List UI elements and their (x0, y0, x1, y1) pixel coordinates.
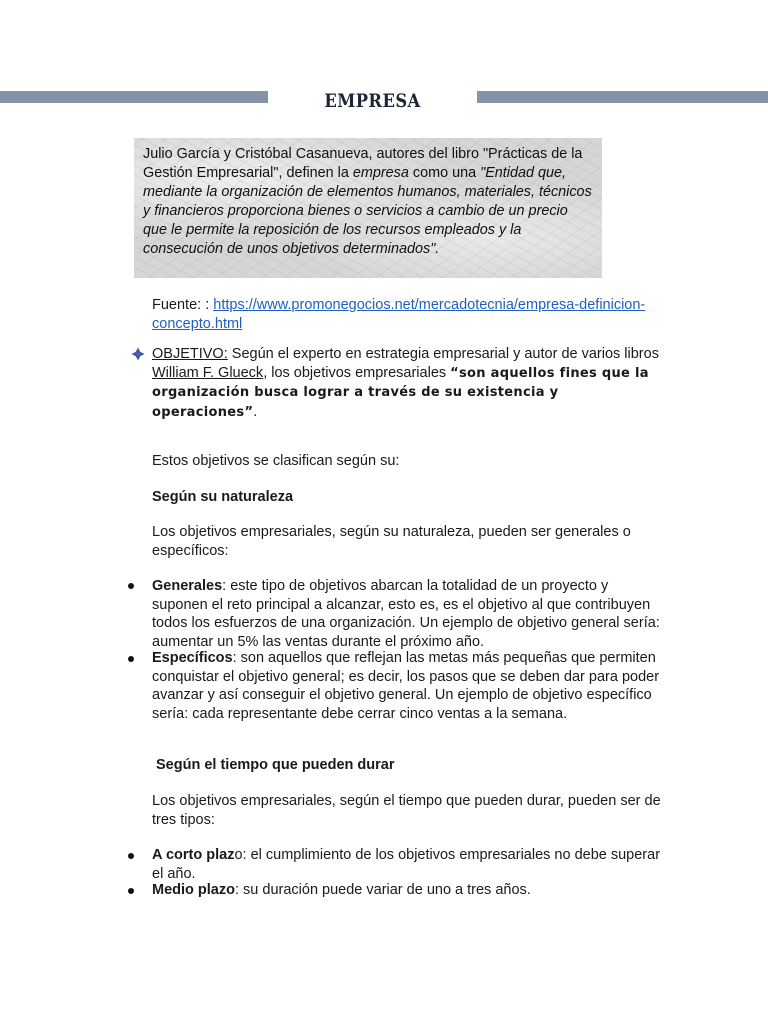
bullet-dot-icon (128, 888, 134, 894)
source-link[interactable]: https://www.promonegocios.net/mercadotecnia/empresa-definicion-concepto.html (152, 297, 646, 332)
objetivo-author: William F. Glueck (152, 364, 264, 381)
list-item-term: Generales (152, 578, 223, 594)
diamond-bullet-icon (131, 347, 145, 361)
quote-intro: Julio García y Cristóbal Casanueva, autores del libro "Prácticas de la Gestión Empresarial", definen la (143, 146, 583, 181)
list-item-term-tail: o (234, 847, 243, 863)
tiempo-text: Los objetivos empresariales, según el tiempo que pueden durar, pueden ser de tres tipos: (152, 793, 661, 828)
heading-tiempo (156, 756, 668, 775)
list-item-corto-plazo (152, 846, 664, 883)
list-item-text: : son aquellos que reflejan las metas más pequeñas que permiten conquistar el objetivo general; es decir, los pasos que se deben dar para poder avanzar y así conseguir el objetivo general. Un ejemplo de objetivo específico sería: cada representante debe cerrar cinco ventas a la semana. (152, 650, 660, 722)
header-band-left (0, 91, 268, 103)
quote-empresa-word: empresa (352, 165, 409, 181)
list-item-generales (152, 577, 664, 651)
source-line (152, 296, 664, 333)
source-label: Fuente: : (152, 297, 214, 313)
objetivo-label: OBJETIVO: (152, 346, 228, 362)
bullet-dot-icon (128, 583, 134, 589)
objetivo-bold-quote: “son aquellos fines que la organización busca lograr a través de su existencia y operaciones” (152, 365, 649, 420)
heading-naturaleza-text: Según su naturaleza (152, 489, 294, 505)
bullet-dot-icon (128, 853, 134, 859)
page-title: EMPRESA (324, 90, 421, 112)
heading-naturaleza (152, 488, 664, 507)
list-item-medio-plazo (152, 881, 664, 900)
clasificacion-intro: Estos objetivos se clasifican según su: (152, 453, 400, 469)
list-item-especificos (152, 649, 664, 723)
list-item-text: : este tipo de objetivos abarcan la totalidad de un proyecto y suponen el reto principal a alcanzar, esto es, es el objetivo al que contribuyen todos los esfuerzos de una organización. Un ejemplo de objetivo general sería: aumentar un 5% las ventas durante el próximo año. (152, 578, 660, 650)
objetivo-text-2: , los objetivos empresariales (263, 364, 451, 381)
definition-quote (143, 145, 595, 259)
header-band-right (477, 91, 768, 103)
objetivo-paragraph (152, 345, 664, 422)
naturaleza-text: Los objetivos empresariales, según su naturaleza, pueden ser generales o específicos: (152, 524, 631, 559)
heading-tiempo-text: Según el tiempo que pueden durar (156, 757, 395, 773)
objetivo-text-1: Según el experto en estrategia empresarial y autor de varios libros (227, 346, 659, 362)
list-item-text: : el cumplimiento de los objetivos empresariales no debe superar el año. (152, 847, 661, 882)
list-item-text: : su duración puede variar de uno a tres años. (234, 882, 531, 898)
bullet-dot-icon (128, 656, 134, 662)
list-item-term: Específicos (152, 650, 233, 666)
list-item-term: A corto plaz (152, 847, 235, 863)
list-item-term: Medio plazo (152, 882, 235, 898)
quote-definition: "Entidad que, mediante la organización de elementos humanos, materiales, técnicos y financieros proporciona bienes o servicios a cambio de un precio que le permite la reposición de los recursos empleados y la consecución de unos objetivos determinados". (143, 165, 592, 257)
quote-connector: como una (408, 165, 481, 181)
objetivo-end: . (253, 403, 258, 420)
